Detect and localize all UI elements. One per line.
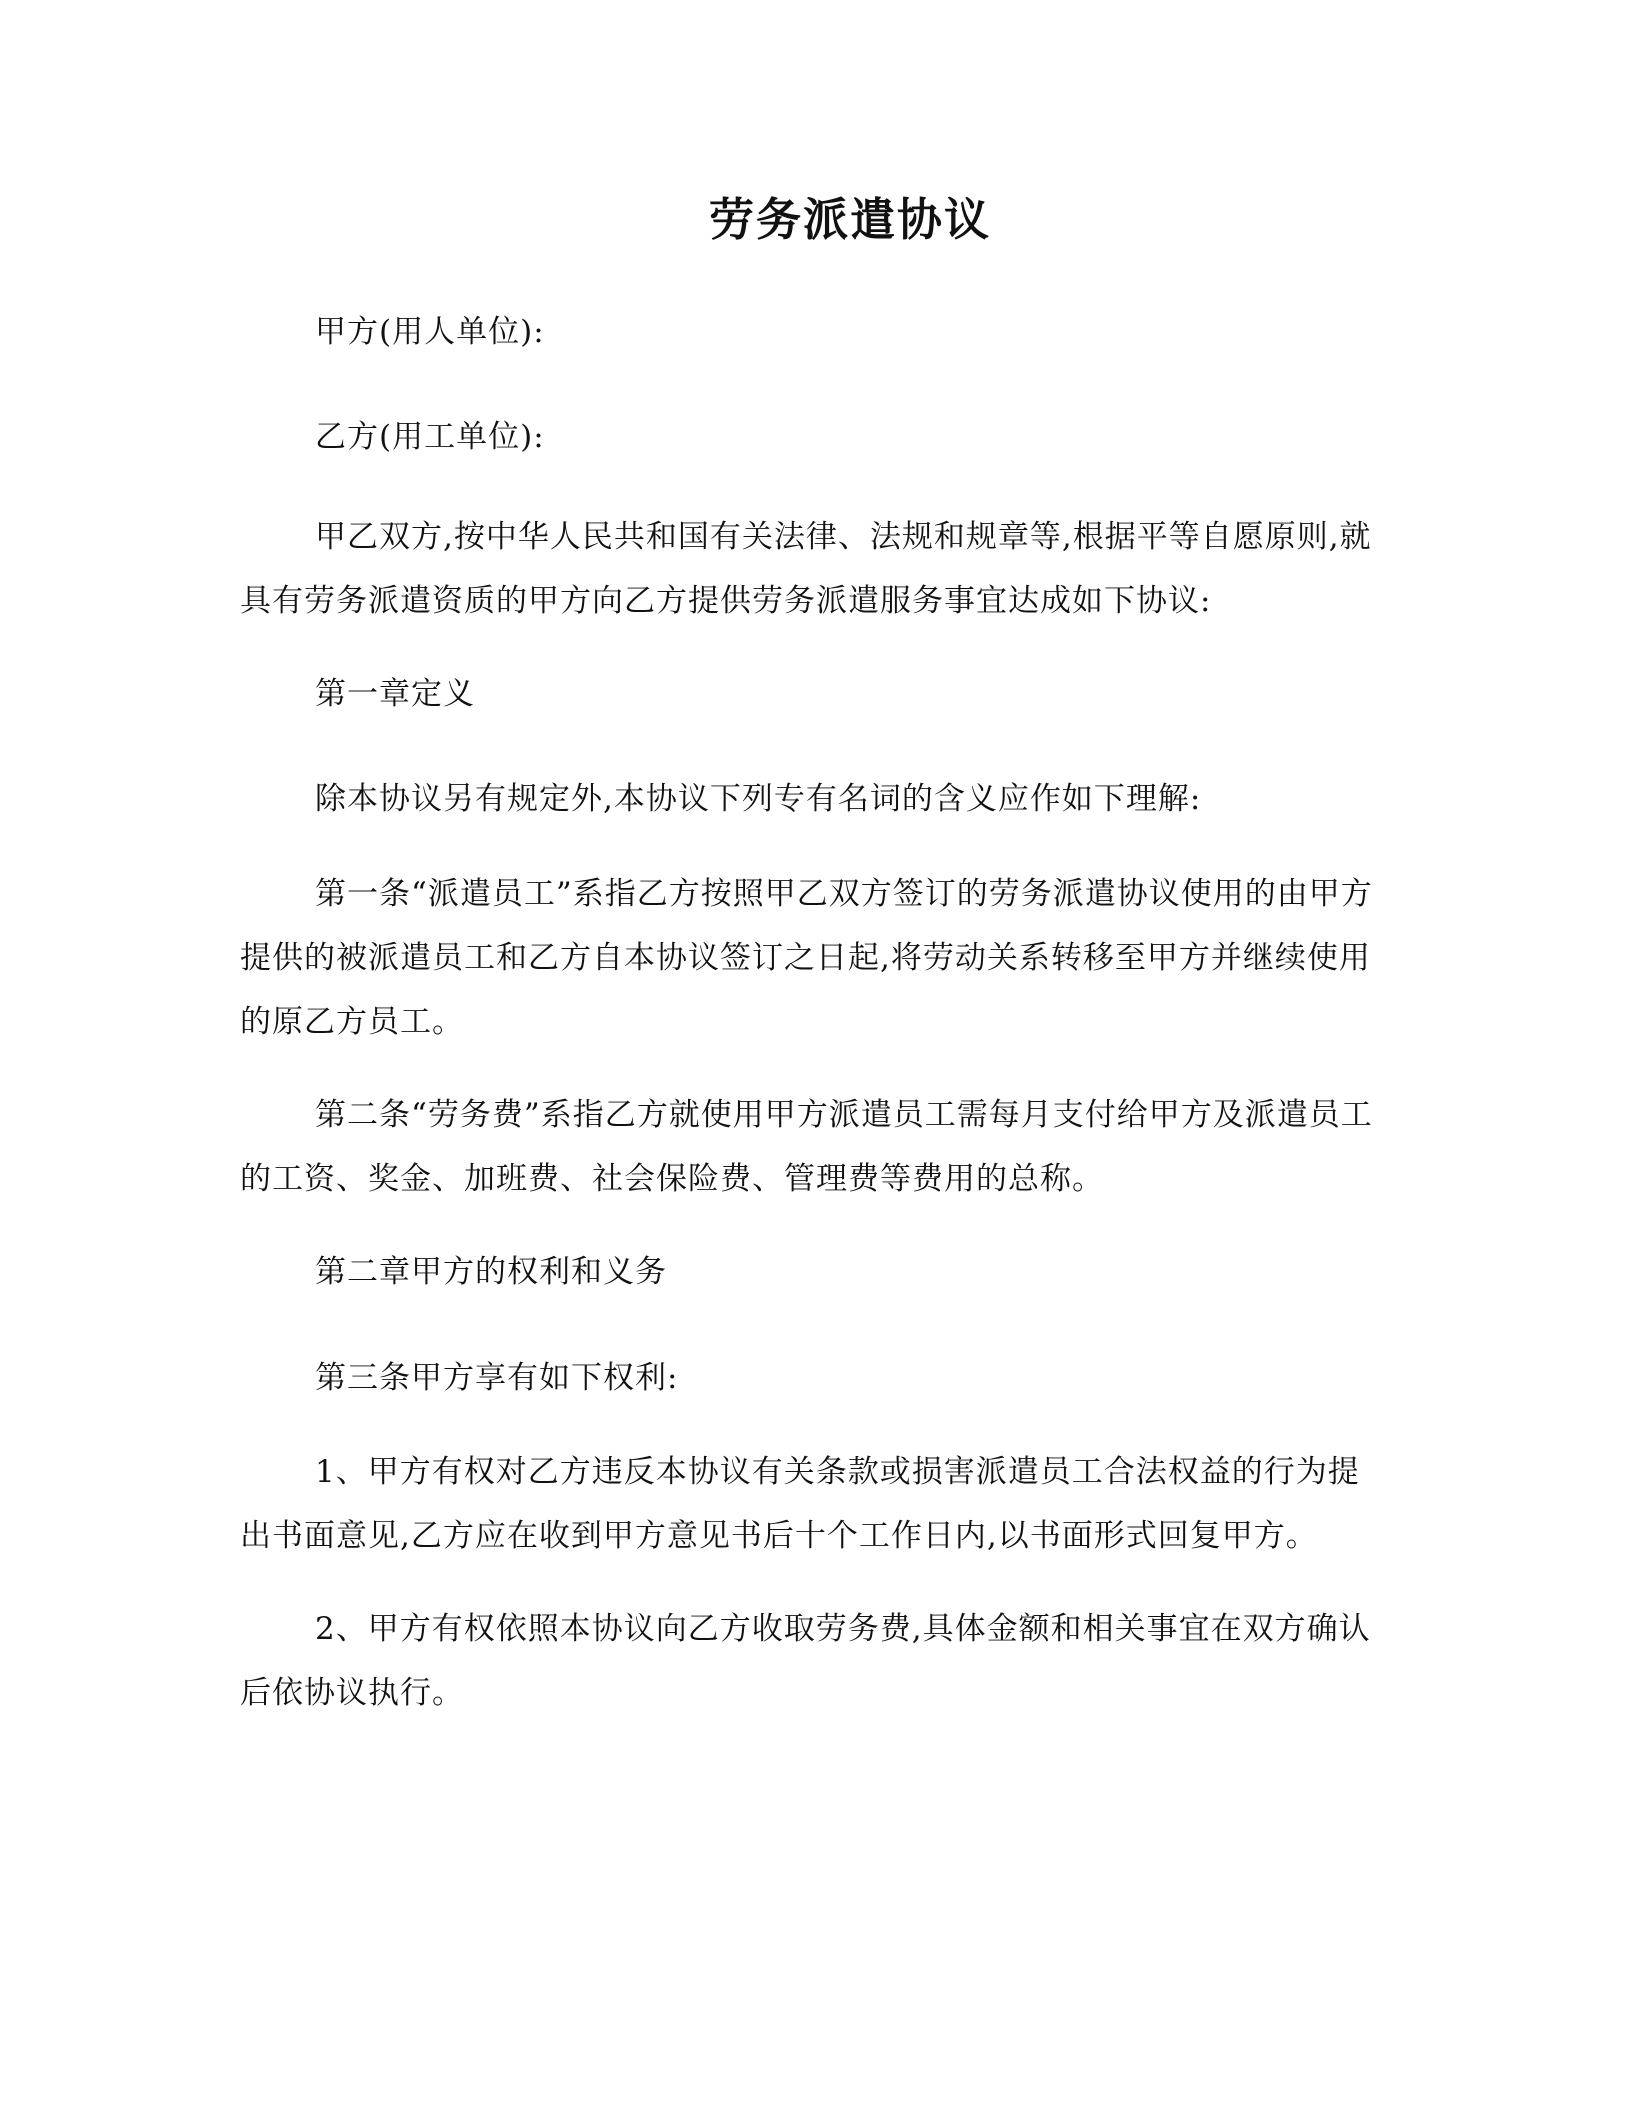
body-paragraph: 除本协议另有规定外,本协议下列专有名词的含义应作如下理解: (315, 781, 1202, 817)
list-item-paragraph: 1、甲方有权对乙方违反本协议有关条款或损害派遣员工合法权益的行为提出书面意见,乙方应在收到甲方意见书后十个工作日内,以书面形式回复甲方。 (240, 1454, 1360, 1554)
document-title: 劳务派遣协议 (708, 193, 991, 246)
article-paragraph: 第一条“派遣员工”系指乙方按照甲乙双方签订的劳务派遣协议使用的由甲方提供的被派遣员工和乙方自本协议签订之日起,将劳动关系转移至甲方并继续使用的原乙方员工。 (240, 876, 1373, 1040)
article-paragraph: 第三条甲方享有如下权利: (315, 1360, 679, 1396)
party-a-line: 甲方(用人单位): (315, 314, 545, 350)
list-item-paragraph: 2、甲方有权依照本协议向乙方收取劳务费,具体金额和相关事宜在双方确认后依协议执行。 (240, 1611, 1371, 1711)
preamble-paragraph: 甲乙双方,按中华人民共和国有关法律、法规和规章等,根据平等自愿原则,就具有劳务派遣资质的甲方向乙方提供劳务派遣服务事宜达成如下协议: (240, 519, 1372, 619)
party-b-line: 乙方(用工单位): (315, 419, 545, 455)
chapter-heading: 第二章甲方的权利和义务 (315, 1254, 667, 1290)
article-paragraph: 第二条“劳务费”系指乙方就使用甲方派遣员工需每月支付给甲方及派遣员工的工资、奖金、加班费、社会保险费、管理费等费用的总称。 (240, 1097, 1373, 1197)
chapter-heading: 第一章定义 (315, 676, 475, 712)
